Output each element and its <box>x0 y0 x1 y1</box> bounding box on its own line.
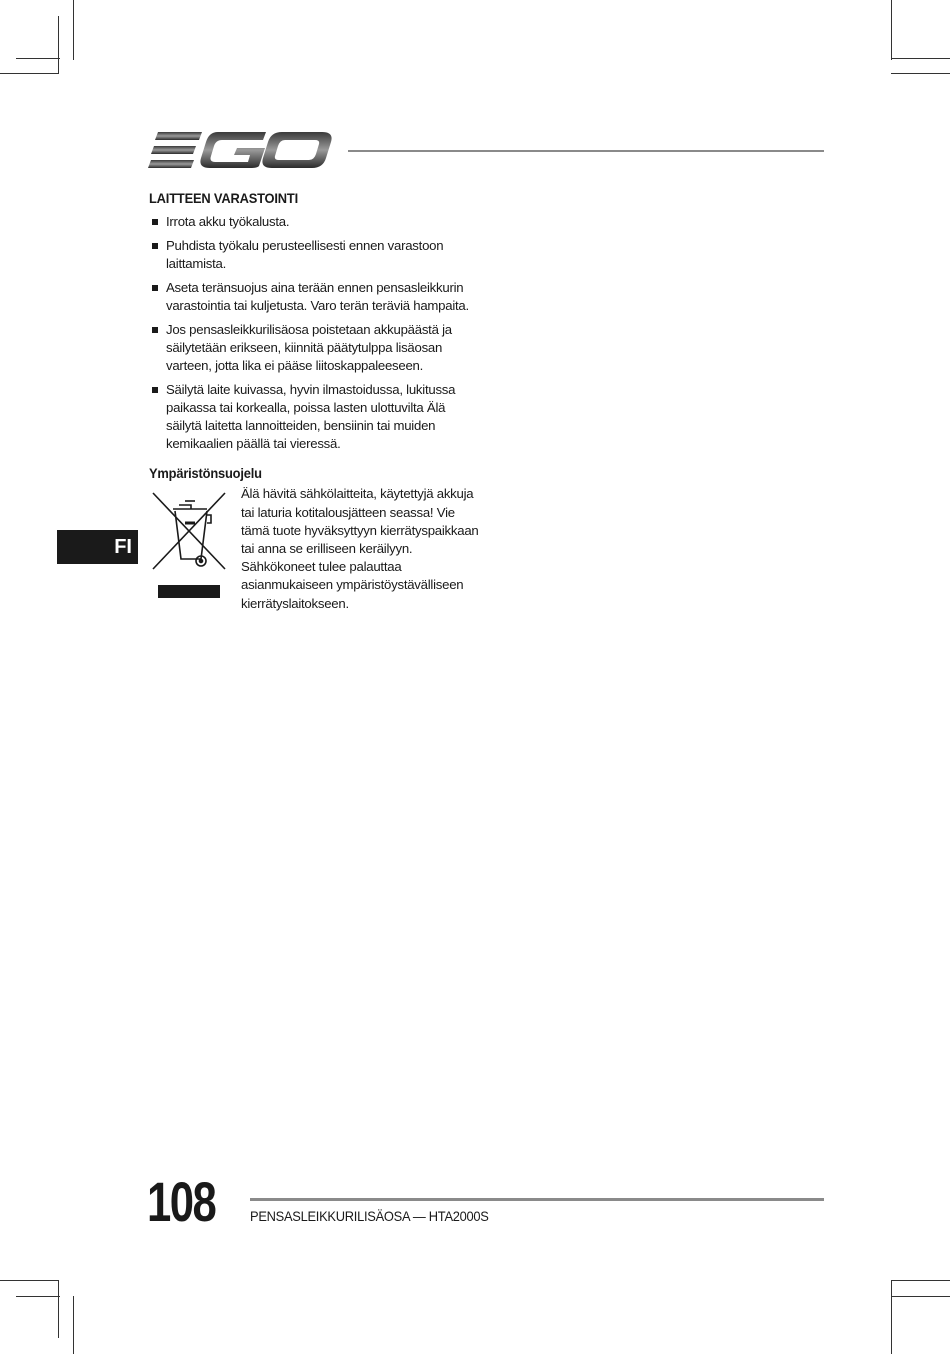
crop-mark <box>891 1280 950 1281</box>
list-item-text: Irrota akku työkalusta. <box>166 214 290 229</box>
square-bullet-icon <box>152 387 158 393</box>
storage-list <box>149 213 484 453</box>
footer-product-title: PENSASLEIKKURILISÄOSA — HTA2000S <box>250 1208 489 1224</box>
list-item-text: Jos pensasleikkurilisäosa poistetaan akkupäästä ja säilytetään erikseen, kiinnitä päätytulppa lisäosan varteen, jotta lika ei pääse liitoskappaleeseen. <box>166 321 452 373</box>
crop-mark <box>73 1296 74 1354</box>
language-tab <box>57 530 138 564</box>
square-bullet-icon <box>152 285 158 291</box>
crop-mark <box>16 58 60 59</box>
environment-block <box>149 486 484 619</box>
crop-mark <box>73 0 74 60</box>
section-heading-environment: Ympäristönsuojelu <box>149 465 262 482</box>
list-item <box>149 213 484 231</box>
crop-mark <box>891 1280 892 1354</box>
header-rule <box>348 150 824 152</box>
square-bullet-icon <box>152 219 158 225</box>
list-item-text: Puhdista työkalu perusteellisesti ennen varastoon laittamista. <box>166 237 444 271</box>
main-content <box>149 190 484 619</box>
crop-mark <box>891 58 950 59</box>
crop-mark <box>891 0 892 60</box>
page-number: 108 <box>147 1170 216 1233</box>
section-heading-storage: LAITTEEN VARASTOINTI <box>149 190 298 206</box>
crossed-out-wheelie-bin-icon <box>151 489 227 573</box>
crop-mark <box>891 73 950 74</box>
crop-mark <box>0 1280 58 1281</box>
environment-text: Älä hävitä sähkölaitteita, käytettyjä akkuja tai laturia kotitalousjätteen seassa! Vie tämä tuote hyväksyttyyn kierrätyspaikkaan tai anna se erilliseen keräilyyn. Sähkökoneet tulee palauttaa asianmukaiseen ympäristöystävälliseen kierrätyslaitokseen. <box>241 486 479 611</box>
weee-solid-bar <box>158 585 220 598</box>
ego-logo <box>148 128 332 172</box>
crop-mark <box>891 1296 950 1297</box>
crop-mark <box>0 73 58 74</box>
list-item-text: Aseta teränsuojus aina terään ennen pensasleikkurin varastointia tai kuljetusta. Varo terän teräviä hampaita. <box>166 279 469 313</box>
list-item <box>149 321 484 376</box>
square-bullet-icon <box>152 327 158 333</box>
square-bullet-icon <box>152 243 158 249</box>
language-tab-label: FI <box>114 535 132 558</box>
list-item <box>149 237 484 273</box>
list-item-text: Säilytä laite kuivassa, hyvin ilmastoidussa, lukitussa paikassa tai korkealla, poissa lasten ulottuvilta Älä säilytä laitetta lannoitteiden, bensiinin tai muiden kemikaalien päällä tai vieressä. <box>166 381 456 452</box>
footer-rule <box>250 1198 824 1201</box>
crop-mark <box>58 16 59 74</box>
list-item <box>149 279 484 315</box>
crop-mark <box>58 1280 59 1338</box>
crop-mark <box>16 1296 60 1297</box>
list-item <box>149 381 484 454</box>
